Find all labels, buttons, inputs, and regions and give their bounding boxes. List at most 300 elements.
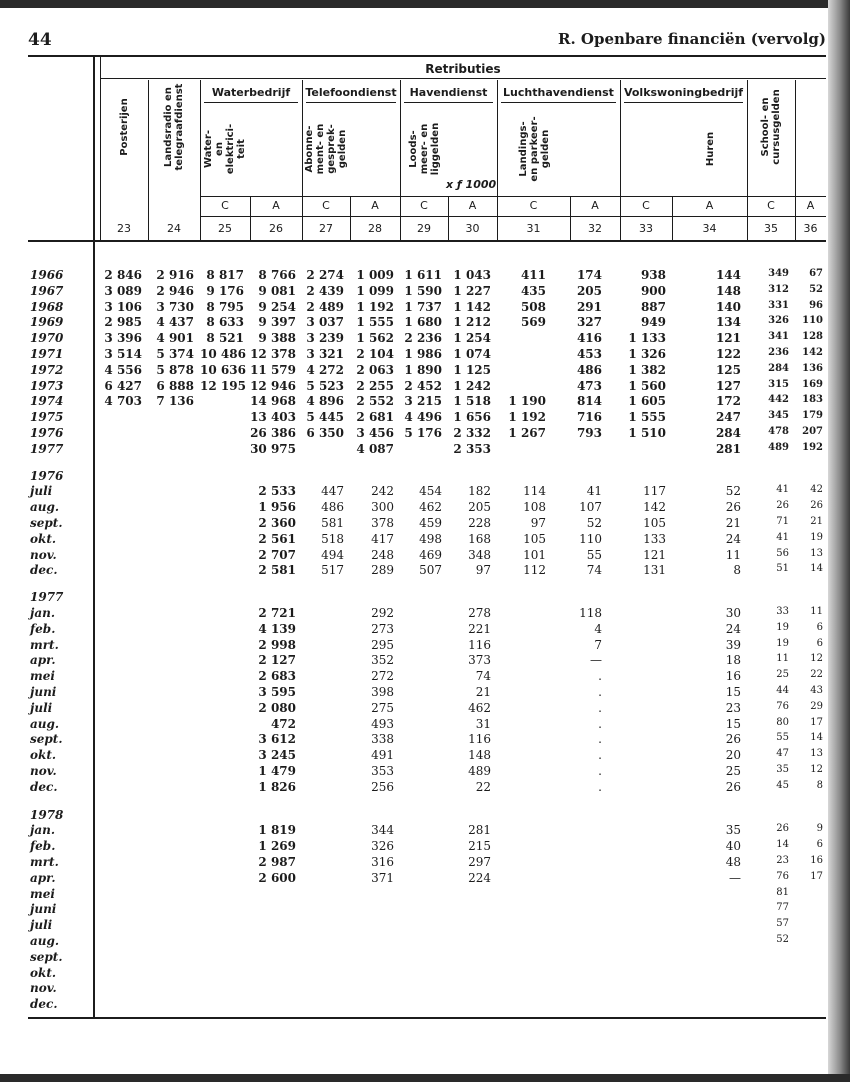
- ca-label: A: [705, 199, 714, 212]
- data-cell: 142: [802, 347, 823, 358]
- data-cell: 3 215: [404, 394, 442, 409]
- data-cell: 48: [725, 855, 741, 869]
- ca-label: C: [642, 199, 650, 212]
- data-cell: 14: [810, 732, 823, 744]
- data-cell: 1 956: [258, 500, 296, 515]
- data-cell: 13: [810, 547, 823, 559]
- column-heading: Water- en elektrici- teit: [203, 123, 247, 175]
- data-cell: 8 766: [258, 268, 296, 282]
- row-label: 1978: [30, 807, 64, 822]
- data-cell: 9 397: [258, 315, 296, 330]
- data-cell: 4 437: [156, 315, 194, 330]
- data-cell: 43: [810, 685, 823, 696]
- data-cell: 52: [725, 484, 741, 499]
- data-cell: 26: [725, 500, 741, 515]
- data-cell: 121: [715, 331, 741, 346]
- data-cell: 76: [776, 700, 789, 712]
- data-cell: 236: [768, 347, 789, 358]
- data-cell: 125: [715, 362, 741, 377]
- column-number: 30: [465, 222, 480, 235]
- row-label: 1968: [30, 299, 64, 314]
- ca-label: C: [221, 199, 229, 212]
- data-cell: 4 703: [104, 394, 142, 409]
- data-cell: 900: [640, 283, 666, 298]
- row-label: nov.: [30, 764, 57, 778]
- data-cell: 71: [776, 516, 789, 527]
- subgroup-label: Telefoondienst: [305, 86, 397, 99]
- data-cell: 14 968: [250, 394, 296, 409]
- row-label: 1976: [30, 426, 64, 440]
- data-cell: 29: [810, 700, 823, 712]
- subgroup-label: Havendienst: [409, 86, 488, 99]
- data-cell: .: [598, 779, 602, 794]
- book-spine-edge: [828, 0, 850, 1082]
- data-cell: 1 192: [356, 299, 394, 314]
- data-cell: 26: [810, 500, 823, 512]
- column-number: 34: [702, 222, 717, 235]
- data-cell: 74: [586, 563, 602, 578]
- data-cell: 19: [810, 531, 823, 543]
- data-cell: 3 730: [156, 299, 194, 314]
- ca-label: A: [591, 199, 599, 212]
- data-cell: 275: [371, 700, 394, 715]
- data-cell: 33: [776, 606, 789, 617]
- data-cell: 297: [468, 855, 491, 869]
- row-label: 1977: [30, 590, 64, 605]
- row-label: aug.: [30, 934, 60, 948]
- data-cell: 24: [725, 531, 741, 546]
- row-label: sept.: [30, 516, 63, 530]
- data-cell: 20: [725, 748, 741, 763]
- data-cell: 131: [643, 563, 666, 578]
- data-cell: .: [598, 685, 602, 699]
- data-cell: 1 142: [453, 299, 491, 314]
- data-cell: 4 901: [156, 331, 194, 346]
- data-cell: 118: [579, 606, 602, 620]
- data-cell: 97: [475, 563, 491, 578]
- data-cell: 127: [715, 378, 741, 393]
- data-cell: 224: [468, 870, 491, 885]
- data-cell: 569: [520, 315, 546, 330]
- data-cell: 2 127: [258, 653, 296, 668]
- data-cell: 12 195: [200, 378, 246, 393]
- data-cell: 22: [475, 779, 491, 794]
- data-cell: 1 555: [356, 315, 394, 330]
- data-cell: 9 176: [206, 283, 244, 298]
- data-cell: 26 386: [250, 426, 296, 440]
- data-cell: 2 274: [306, 268, 344, 282]
- data-cell: 8 817: [206, 268, 244, 282]
- data-cell: 16: [810, 855, 823, 866]
- row-label: okt.: [30, 965, 57, 980]
- unit-label: x ƒ 1000: [446, 178, 497, 191]
- data-cell: 473: [576, 378, 602, 393]
- data-cell: 292: [371, 606, 394, 620]
- data-cell: 327: [576, 315, 602, 330]
- data-cell: 45: [776, 779, 789, 791]
- data-cell: 41: [776, 531, 789, 543]
- data-cell: 6: [816, 637, 823, 649]
- data-cell: 11: [776, 653, 789, 665]
- data-cell: 179: [802, 410, 823, 422]
- data-cell: 2 353: [453, 441, 491, 456]
- data-cell: 281: [715, 441, 741, 456]
- data-cell: 2 581: [258, 563, 296, 578]
- data-cell: 172: [715, 394, 741, 409]
- data-cell: 117: [643, 484, 666, 499]
- data-cell: 169: [802, 378, 823, 390]
- data-cell: 2 916: [156, 268, 194, 282]
- data-cell: 2 080: [258, 700, 296, 715]
- data-cell: 1 890: [404, 362, 442, 377]
- data-cell: 1 611: [404, 268, 442, 282]
- data-cell: 74: [475, 669, 491, 684]
- data-cell: 77: [776, 902, 789, 914]
- data-cell: 40: [725, 839, 741, 854]
- data-cell: 9: [816, 823, 823, 835]
- data-cell: 31: [475, 716, 491, 731]
- data-cell: 122: [715, 347, 741, 361]
- row-label: mrt.: [30, 855, 59, 869]
- column-number: 29: [417, 222, 431, 235]
- data-cell: 2 360: [258, 516, 296, 530]
- data-cell: 793: [576, 426, 602, 440]
- data-cell: 2 533: [258, 484, 296, 499]
- data-cell: 148: [715, 283, 741, 298]
- column-number: 36: [803, 222, 818, 235]
- data-cell: 51: [776, 563, 789, 575]
- data-cell: 378: [371, 516, 394, 530]
- data-cell: 1 254: [453, 331, 491, 346]
- data-cell: 353: [371, 764, 394, 778]
- data-cell: 486: [576, 362, 602, 377]
- data-cell: 518: [321, 531, 344, 546]
- row-label: okt.: [30, 748, 57, 763]
- data-cell: 2 552: [356, 394, 394, 409]
- data-cell: 26: [725, 779, 741, 794]
- data-cell: 453: [576, 347, 602, 361]
- row-label: mei: [30, 886, 55, 901]
- page-heading: R. Openbare financiën (vervolg): [558, 30, 826, 48]
- data-cell: 13: [810, 748, 823, 760]
- row-label: 1967: [30, 283, 64, 298]
- data-cell: 21: [725, 516, 741, 530]
- data-cell: 3 037: [306, 315, 344, 330]
- column-number: 31: [526, 222, 541, 235]
- page-bottom-edge: [0, 1074, 850, 1082]
- row-label: aug.: [30, 500, 60, 515]
- column-heading: Huren: [704, 131, 715, 167]
- data-cell: 3 456: [356, 426, 394, 440]
- row-label: juli: [30, 700, 53, 715]
- data-cell: 44: [776, 685, 789, 696]
- data-cell: 278: [468, 606, 491, 620]
- data-cell: 300: [371, 500, 394, 515]
- data-cell: 273: [371, 621, 394, 636]
- ca-label: C: [767, 199, 775, 212]
- data-cell: 1 227: [453, 283, 491, 298]
- column-number: 24: [167, 222, 181, 235]
- data-cell: 517: [321, 563, 344, 578]
- data-cell: —: [729, 870, 741, 885]
- column-heading: Posterijen: [118, 98, 130, 156]
- data-cell: 76: [776, 870, 789, 882]
- data-cell: 248: [371, 547, 394, 562]
- ca-label: A: [272, 199, 280, 212]
- data-cell: 242: [371, 484, 394, 499]
- ca-row-bottom: [200, 216, 826, 217]
- data-cell: .: [598, 700, 602, 715]
- data-cell: 12: [810, 653, 823, 665]
- data-cell: 30 975: [250, 441, 296, 456]
- data-cell: 2 846: [104, 268, 142, 282]
- data-cell: 1 326: [628, 347, 666, 361]
- row-label: sept.: [30, 732, 63, 747]
- data-cell: 2 439: [306, 283, 344, 298]
- row-label: juni: [30, 902, 57, 917]
- data-cell: 2 721: [258, 606, 296, 620]
- data-cell: 52: [809, 283, 823, 295]
- data-cell: 9 388: [258, 331, 296, 346]
- data-cell: 17: [810, 870, 823, 882]
- row-label: 1974: [30, 394, 64, 409]
- data-cell: 6: [816, 621, 823, 633]
- data-cell: 5 878: [156, 362, 194, 377]
- ca-label: C: [322, 199, 330, 212]
- subgroup-label: Waterbedrijf: [211, 86, 291, 99]
- row-label: okt.: [30, 531, 57, 546]
- row-label: dec.: [30, 563, 58, 578]
- data-cell: 8 795: [206, 299, 244, 314]
- data-cell: 2 561: [258, 531, 296, 546]
- subgroup-underline: [501, 102, 616, 103]
- page-number: 44: [28, 30, 52, 50]
- table-rule-bottom: [28, 1017, 826, 1019]
- data-cell: 183: [802, 394, 823, 406]
- data-cell: 18: [725, 653, 741, 668]
- data-cell: 11: [810, 606, 823, 617]
- row-label: 1972: [30, 362, 64, 377]
- data-cell: 411: [520, 268, 546, 282]
- data-cell: 315: [768, 378, 789, 390]
- data-cell: 140: [715, 299, 741, 314]
- data-cell: 341: [768, 331, 789, 343]
- row-label: apr.: [30, 653, 56, 668]
- data-cell: .: [598, 716, 602, 731]
- data-cell: 1 479: [258, 764, 296, 778]
- data-cell: 3 239: [306, 331, 344, 346]
- data-cell: 30: [725, 606, 741, 620]
- data-cell: 24: [725, 621, 741, 636]
- data-cell: 7 136: [156, 394, 194, 409]
- data-cell: 128: [802, 331, 823, 343]
- data-cell: 97: [530, 516, 546, 530]
- data-cell: 17: [810, 716, 823, 728]
- data-cell: 3 106: [104, 299, 142, 314]
- data-cell: 26: [776, 823, 789, 835]
- data-cell: 459: [419, 516, 442, 530]
- row-label: jan.: [30, 606, 56, 620]
- data-cell: .: [598, 669, 602, 684]
- data-cell: 2 452: [404, 378, 442, 393]
- page-top-edge: [0, 0, 850, 8]
- data-cell: 462: [468, 700, 491, 715]
- data-cell: 289: [371, 563, 394, 578]
- data-cell: 207: [802, 426, 823, 437]
- data-cell: 116: [468, 637, 491, 652]
- data-cell: 417: [371, 531, 394, 546]
- data-cell: 508: [520, 299, 546, 314]
- data-cell: 581: [321, 516, 344, 530]
- data-cell: 416: [576, 331, 602, 346]
- data-cell: 284: [715, 426, 741, 440]
- data-cell: 284: [768, 362, 789, 374]
- data-cell: 3 089: [104, 283, 142, 298]
- data-cell: 67: [809, 268, 823, 279]
- row-label: 1973: [30, 378, 64, 393]
- subgroup-underline: [624, 102, 743, 103]
- data-cell: 12 946: [250, 378, 296, 393]
- label-column-rule: [93, 55, 95, 1017]
- data-cell: 498: [419, 531, 442, 546]
- data-cell: 4: [594, 621, 602, 636]
- data-cell: 25: [725, 764, 741, 778]
- data-cell: 47: [776, 748, 789, 760]
- data-cell: 42: [810, 484, 823, 496]
- column-number: 25: [218, 222, 232, 235]
- data-cell: 8: [733, 563, 741, 578]
- data-cell: 494: [321, 547, 344, 562]
- data-cell: 326: [768, 315, 789, 327]
- data-cell: 16: [725, 669, 741, 684]
- data-cell: 1 382: [628, 362, 666, 377]
- data-cell: 373: [468, 653, 491, 668]
- header-rule-bottom: [28, 240, 826, 242]
- data-cell: 4 556: [104, 362, 142, 377]
- data-cell: 121: [643, 547, 666, 562]
- data-cell: 2 681: [356, 410, 394, 425]
- data-cell: 716: [576, 410, 602, 425]
- data-cell: —: [590, 653, 602, 668]
- data-cell: 447: [321, 484, 344, 499]
- row-label: mrt.: [30, 637, 59, 652]
- data-cell: 3 321: [306, 347, 344, 361]
- data-cell: 2 255: [356, 378, 394, 393]
- data-cell: 887: [640, 299, 666, 314]
- data-cell: 1 133: [628, 331, 666, 346]
- data-cell: 1 826: [258, 779, 296, 794]
- data-cell: 52: [586, 516, 602, 530]
- row-label: nov.: [30, 981, 57, 996]
- data-cell: 15: [725, 716, 741, 731]
- data-cell: 7: [594, 637, 602, 652]
- data-cell: 2 683: [258, 669, 296, 684]
- data-cell: 4 087: [356, 441, 394, 456]
- data-cell: 1 212: [453, 315, 491, 330]
- data-cell: 215: [468, 839, 491, 854]
- data-cell: 338: [371, 732, 394, 747]
- data-cell: 2 985: [104, 315, 142, 330]
- data-cell: 1 819: [258, 823, 296, 838]
- row-label: sept.: [30, 949, 63, 964]
- data-cell: 454: [419, 484, 442, 499]
- row-label: nov.: [30, 547, 57, 562]
- data-cell: 11 579: [250, 362, 296, 377]
- data-cell: 14: [810, 563, 823, 575]
- data-cell: 105: [523, 531, 546, 546]
- data-cell: 1 099: [356, 283, 394, 298]
- data-cell: 112: [523, 563, 546, 578]
- data-cell: 205: [576, 283, 602, 298]
- data-cell: .: [598, 732, 602, 747]
- data-cell: 5 445: [306, 410, 344, 425]
- data-cell: 2 600: [258, 870, 296, 885]
- row-label: mei: [30, 669, 55, 684]
- data-cell: 19: [776, 621, 789, 633]
- ca-label: A: [371, 199, 379, 212]
- data-cell: 105: [643, 516, 666, 530]
- data-cell: 2 063: [356, 362, 394, 377]
- data-cell: 5 176: [404, 426, 442, 440]
- data-cell: 142: [643, 500, 666, 515]
- data-cell: 1 590: [404, 283, 442, 298]
- data-cell: 1 190: [508, 394, 546, 409]
- data-cell: 949: [640, 315, 666, 330]
- data-cell: 19: [776, 637, 789, 649]
- data-cell: 55: [586, 547, 602, 562]
- data-cell: 344: [371, 823, 394, 838]
- data-cell: 1 605: [628, 394, 666, 409]
- row-label: juli: [30, 918, 53, 933]
- column-heading: School- en cursusgelden: [760, 89, 782, 165]
- data-cell: 108: [523, 500, 546, 515]
- data-cell: 2 987: [258, 855, 296, 869]
- data-cell: 4 139: [258, 621, 296, 636]
- subgroup-label: Luchthavendienst: [503, 86, 614, 99]
- data-cell: 348: [468, 547, 491, 562]
- data-cell: 1 510: [628, 426, 666, 440]
- data-cell: 9 081: [258, 283, 296, 298]
- ca-label: A: [806, 199, 815, 212]
- data-cell: 2 707: [258, 547, 296, 562]
- data-cell: 371: [371, 870, 394, 885]
- data-cell: 8: [816, 779, 823, 791]
- data-cell: 247: [715, 410, 741, 425]
- subgroup-underline: [404, 102, 493, 103]
- data-cell: 13 403: [250, 410, 296, 425]
- data-cell: 1 074: [453, 347, 491, 361]
- data-cell: 6 888: [156, 378, 194, 393]
- data-cell: 23: [776, 855, 789, 866]
- data-cell: 345: [768, 410, 789, 422]
- data-cell: 6 350: [306, 426, 344, 440]
- row-label: 1977: [30, 441, 64, 456]
- data-cell: 1 656: [453, 410, 491, 425]
- header-rule-top: [28, 55, 826, 57]
- row-label: 1975: [30, 410, 64, 425]
- data-cell: 331: [768, 299, 789, 311]
- row-label: dec.: [30, 997, 58, 1012]
- data-cell: 491: [371, 748, 394, 763]
- data-cell: 1 562: [356, 331, 394, 346]
- data-cell: 1 560: [628, 378, 666, 393]
- row-label: juni: [30, 685, 57, 699]
- data-cell: 507: [419, 563, 442, 578]
- data-cell: 26: [776, 500, 789, 512]
- data-cell: 41: [776, 484, 789, 496]
- data-cell: 182: [468, 484, 491, 499]
- column-number: 35: [764, 222, 778, 235]
